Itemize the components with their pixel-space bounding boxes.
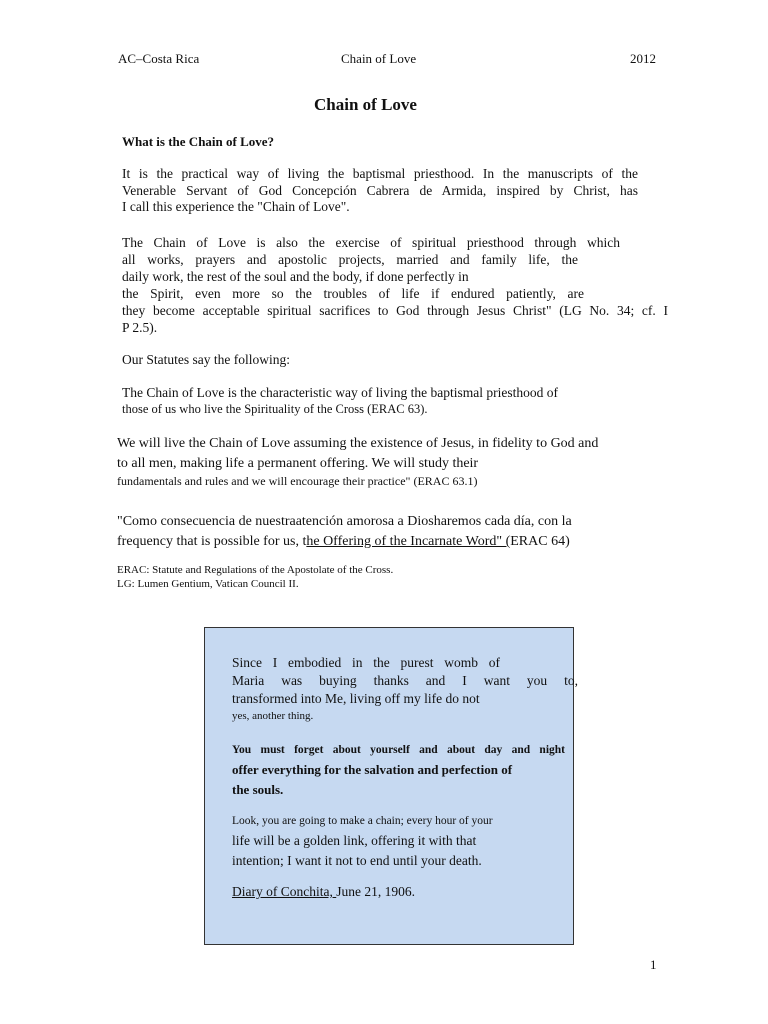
quote-line: Look, you are going to make a chain; every hour of your <box>232 815 493 827</box>
header-right: 2012 <box>630 51 656 66</box>
quote-paragraph-3 <box>232 811 493 871</box>
quote-line: transformed into Me, living off my life do not <box>232 691 480 706</box>
paragraph-line <box>117 532 572 552</box>
paragraph-line: Venerable Servant of God Concepción Cabrera de Armida, inspired by Christ, has <box>122 182 638 198</box>
quote-paragraph-1 <box>232 654 578 724</box>
paragraph-line: to all men, making life a permanent offering. We will study their <box>117 456 479 471</box>
offering-link[interactable]: he Offering of the Incarnate Word" ( <box>306 534 511 549</box>
text-fragment: frequency that is possible for us, t <box>117 534 307 549</box>
paragraph-line: "Como consecuencia de nuestraatención amorosa a Diosharemos cada día, con la <box>117 514 572 529</box>
paragraph-line: I call this experience the "Chain of Love". <box>122 199 350 214</box>
quote-line: Maria was buying thanks and I want you to, <box>232 673 578 688</box>
paragraph-line: the Spirit, even more so the troubles of life if endured patiently, are <box>122 286 584 301</box>
paragraph-line: fundamentals and rules and we will encourage their practice" (ERAC 63.1) <box>117 474 478 488</box>
paragraph-line: It is the practical way of living the baptismal priesthood. In the manuscripts of the <box>122 166 638 181</box>
page-title: Chain of Love <box>314 95 417 114</box>
paragraph-4 <box>117 434 598 488</box>
footnote-lg: LG: Lumen Gentium, Vatican Council II. <box>117 578 299 590</box>
quote-line: Since I embodied in the purest womb of <box>232 655 500 670</box>
paragraph-line: daily work, the rest of the soul and the body, if done perfectly in <box>122 269 469 284</box>
quote-line: yes, another thing. <box>232 710 314 722</box>
text-fragment: ERAC 64) <box>510 534 570 549</box>
paragraph-line: The Chain of Love is also the exercise of spiritual priesthood through which <box>122 235 620 250</box>
footnote-erac: ERAC: Statute and Regulations of the Apostolate of the Cross. <box>117 564 394 576</box>
paragraph-line: The Chain of Love is the characteristic way of living the baptismal priesthood of <box>122 385 559 400</box>
statutes-intro: Our Statutes say the following: <box>122 352 290 367</box>
quote-line: offer everything for the salvation and perfection of <box>232 762 513 777</box>
page-number: 1 <box>650 957 657 972</box>
header-center: Chain of Love <box>341 51 417 66</box>
quote-paragraph-2 <box>232 740 565 800</box>
section-question: What is the Chain of Love? <box>122 134 275 149</box>
paragraph-1 <box>122 166 638 216</box>
paragraph-3 <box>122 385 558 417</box>
quote-line: life will be a golden link, offering it with that <box>232 833 477 848</box>
header-left: AC–Costa Rica <box>118 51 200 66</box>
paragraph-line: those of us who live the Spirituality of the Cross (ERAC 63). <box>122 402 428 416</box>
diary-link[interactable]: Diary of Conchita, <box>232 884 337 899</box>
paragraph-line: P 2.5). <box>122 320 158 335</box>
quote-box <box>204 627 578 945</box>
source-date: June 21, 1906. <box>336 884 415 899</box>
quote-line: the souls. <box>232 782 284 797</box>
paragraph-2 <box>122 234 668 336</box>
quote-line: intention; I want it not to end until your death. <box>232 853 482 868</box>
quote-line: You must forget about yourself and about day and night <box>232 744 565 756</box>
paragraph-line: all works, prayers and apostolic projects, married and family life, the <box>122 252 578 267</box>
paragraph-5 <box>117 512 572 552</box>
footnotes <box>117 563 393 591</box>
quote-source <box>232 884 415 900</box>
paragraph-line: We will live the Chain of Love assuming the existence of Jesus, in fidelity to God and <box>117 436 599 451</box>
paragraph-line: they become acceptable spiritual sacrifices to God through Jesus Christ" (LG No. 34; cf. I <box>122 303 668 318</box>
